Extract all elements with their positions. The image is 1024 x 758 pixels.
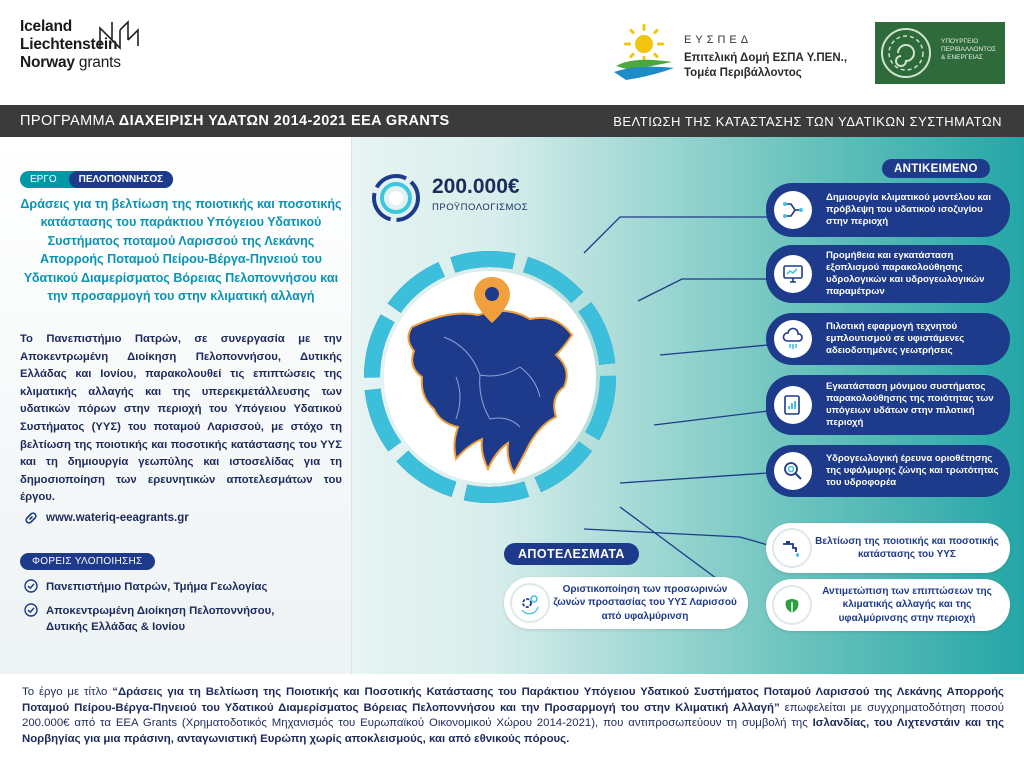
monitor-analytics-icon — [781, 262, 805, 286]
project-tag — [20, 171, 173, 188]
eea-grants-logo[interactable] — [20, 18, 121, 72]
partner-line: Δυτικής Ελλάδας & Ιονίου — [46, 621, 186, 633]
objective-icon-wrap — [774, 452, 812, 490]
eea-mark-icon — [98, 18, 142, 50]
footer — [0, 674, 1024, 758]
program-name: ΔΙΑΧΕΙΡΙΣΗ ΥΔΑΤΩΝ 2014-2021 EEA GRANTS — [118, 113, 450, 129]
logo-line-norway — [20, 54, 121, 72]
objective-text: Πιλοτική εφαρμογή τεχνητού εμπλουτισμού σε υφιστάμενες αδειοδοτημένες γεωτρήσεις — [826, 320, 965, 357]
project-tag-label: ΕΡΓΟ — [30, 174, 57, 185]
project-description: Το Πανεπιστήμιο Πατρών, σε συνεργασία με την Αποκεντρωμένη Διοίκηση Πελοποννήσου, Δυτικής Ελλάδας και Ιονίου, παρακολουθεί τις επιπτώσεις της κλιματικής αλλαγής και της υπερεκμετάλλευσης των υδατικών πόρων στην περιοχή του Υπόγειου Υδατικού Συστήματος (ΥΥΣ) του ποταμού Λαρισσού, με στόχο τη βελτίωση της ποιοτικής και ποσοτικής κατάστασης του ΥΥΣ και τη δημιουργία γεωπύλης και ιστοσελίδας για τη δημοσιοποίηση των ερευνητικών αποτελεσμάτων του έργου. — [20, 333, 342, 504]
logo-line-liechtenstein: Liechtenstein — [20, 36, 118, 53]
espa-title: ΕΥΣΠΕΔ — [684, 34, 753, 46]
footer-donors: Ισλανδίας, του Λιχτενστάιν και της Νορβηγίας για μια πράσινη, ανταγωνιστική Ευρώπη χωρίς αποκλεισμούς, και από εθνικούς πόρους. — [22, 717, 1004, 745]
connector-lines — [560, 197, 780, 597]
result-text: Οριστικοποίηση των προσωρινών ζωνών προστασίας του ΥΥΣ Λαρισσού από υφαλμύρινση — [553, 583, 737, 622]
result-icon-wrap — [772, 585, 812, 625]
header — [0, 0, 1024, 105]
link-icon — [24, 511, 38, 525]
objective-text: Δημιουργία κλιματικού μοντέλου και πρόβλεψη του υδατικού ισοζυγίου στην περιοχή — [826, 191, 992, 228]
partners-tag: ΦΟΡΕΙΣ ΥΛΟΠΟΙΗΣΗΣ — [20, 553, 155, 570]
ministry-line-1: ΥΠΟΥΡΓΕΙΟ — [941, 38, 979, 45]
budget-coin-icon — [371, 173, 421, 223]
objective-icon-wrap — [774, 386, 812, 424]
footer-text: Το έργο με τίτλο — [22, 686, 113, 698]
location-pin-icon — [472, 275, 512, 325]
title-bar — [0, 105, 1024, 137]
result-icon-wrap — [510, 583, 550, 623]
check-circle-icon — [24, 579, 38, 593]
logo-grants: grants — [78, 54, 121, 71]
objective-icon-wrap — [774, 320, 812, 358]
logo-line-iceland: Iceland — [20, 18, 73, 35]
objective-text: Εγκατάσταση μόνιμου συστήματος παρακολούθησης της ποιότητας των υπόγειων υδάτων στην πιλοτική περιοχή — [826, 380, 994, 429]
result-card[interactable] — [766, 523, 1010, 573]
objective-icon-wrap — [774, 255, 812, 293]
budget-value: 200.000€ — [432, 175, 520, 198]
optimization-gears-icon — [518, 591, 542, 615]
magnifier-gear-icon — [781, 459, 805, 483]
results-tag: ΑΠΟΤΕΛΕΣΜΑΤΑ — [504, 543, 639, 565]
program-goal: ΒΕΛΤΙΩΣΗ ΤΗΣ ΚΑΤΑΣΤΑΣΗΣ ΤΩΝ ΥΔΑΤΙΚΩΝ ΣΥΣΤΗΜΑΤΩΝ — [613, 114, 1002, 129]
objective-text: Προμήθεια και εγκατάσταση εξοπλισμού παρακολούθησης υδρολογικών και υδρογεωλογικών παραμέτρων — [826, 249, 985, 298]
ministry-emblem — [875, 22, 937, 84]
report-chart-icon — [781, 393, 805, 417]
logo-norway: Norway — [20, 54, 75, 71]
objective-card[interactable] — [766, 183, 1010, 237]
cloud-water-icon — [781, 327, 805, 351]
program-prefix: ΠΡΟΓΡΑΜΜΑ — [20, 113, 115, 129]
project-panel — [0, 137, 352, 674]
partner-line: Αποκεντρωμένη Διοίκηση Πελοποννήσου, — [46, 605, 275, 617]
funding-statement — [22, 685, 1004, 747]
partner-item — [24, 579, 267, 595]
objective-card[interactable] — [766, 445, 1010, 497]
main-content — [0, 137, 1024, 674]
objective-card[interactable] — [766, 375, 1010, 435]
leaf-recycle-icon — [780, 593, 804, 617]
result-icon-wrap — [772, 528, 812, 568]
website-url: www.wateriq-eeagrants.gr — [46, 512, 189, 524]
ministry-line-3: & ΕΝΕΡΓΕΙΑΣ — [941, 54, 983, 61]
result-text: Αντιμετώπιση των επιπτώσεων της κλιματικής αλλαγής και της υφαλμύρινσης στην περιοχή — [822, 585, 992, 624]
spiral-emblem-icon — [875, 22, 937, 84]
footer-text: επωφελείται με συγχρηματοδότηση ποσού 200.000€ από τα EEA Grants (Χρηματοδοτικός Μηχανισμός του Ευρωπαϊκού Οικονομικού Χώρου 2014-2021), που αντιπροσωπεύουν τη συμβολή της — [22, 701, 1004, 730]
objectives-tag: ΑΝΤΙΚΕΙΜΕΝΟ — [882, 159, 990, 178]
sun-landscape-icon — [612, 22, 676, 84]
objective-icon-wrap — [774, 191, 812, 229]
check-circle-icon — [24, 603, 38, 617]
ministry-logo[interactable] — [875, 22, 1005, 84]
objective-card[interactable] — [766, 313, 1010, 365]
result-card[interactable] — [766, 579, 1010, 631]
objective-text: Υδρογεωλογική έρευνα οριοθέτησης της υφάλμυρης ζώνης και τρωτότητας του υδροφορέα — [826, 452, 999, 489]
ministry-text — [941, 38, 996, 62]
partner-line: Πανεπιστήμιο Πατρών, Τμήμα Γεωλογίας — [46, 581, 268, 593]
website-link[interactable] — [24, 511, 189, 525]
result-card[interactable] — [504, 577, 748, 629]
water-tap-icon — [780, 536, 804, 560]
espa-line-1: Επιτελική Δομή ΕΣΠΑ Υ.ΠΕΝ., — [684, 52, 848, 64]
partner-item — [24, 603, 274, 635]
project-heading: Δράσεις για τη βελτίωση της ποιοτικής και ποσοτικής κατάστασης του παράκτιου Υπόγειου Υδατικού Συστήματος ποταμού Λαρισσού της Λεκάνης Απορροής Ποταμού Πείρου-Βέργα-Πηνειού του Υδατικού Διαμερίσματος Βόρειας Πελοποννήσου και την προσαρμογή του στην κλιματική αλλαγή — [20, 197, 342, 304]
program-title — [20, 113, 450, 129]
region-tag: ΠΕΛΟΠΟΝΝΗΣΟΣ — [69, 171, 174, 188]
ministry-line-2: ΠΕΡΙΒΑΛΛΟΝΤΟΣ — [941, 46, 997, 53]
objective-card[interactable] — [766, 245, 1010, 303]
budget-label: ΠΡΟΫΠΟΛΟΓΙΣΜΟΣ — [432, 202, 529, 213]
network-icon — [781, 198, 805, 222]
footer-project-title: “Δράσεις για τη Βελτίωση της Ποιοτικής και Ποσοτικής Κατάστασης του Παράκτιου Υπόγειου Υδατικού Συστήματος Ποταμού Λαρισσού της Λεκάνης Απορροής Ποταμού Πείρου-Βέργα-Πηνειού του Υδατικού Διαμερίσματος Βόρειας Πελοποννήσου και την Προσαρμογή του στην Κλιματική Αλλαγή” — [22, 686, 1004, 714]
result-text: Βελτίωση της ποιοτικής και ποσοτικής κατάστασης του ΥΥΣ — [815, 535, 999, 560]
espa-line-2: Τομέα Περιβάλλοντος — [684, 67, 802, 79]
